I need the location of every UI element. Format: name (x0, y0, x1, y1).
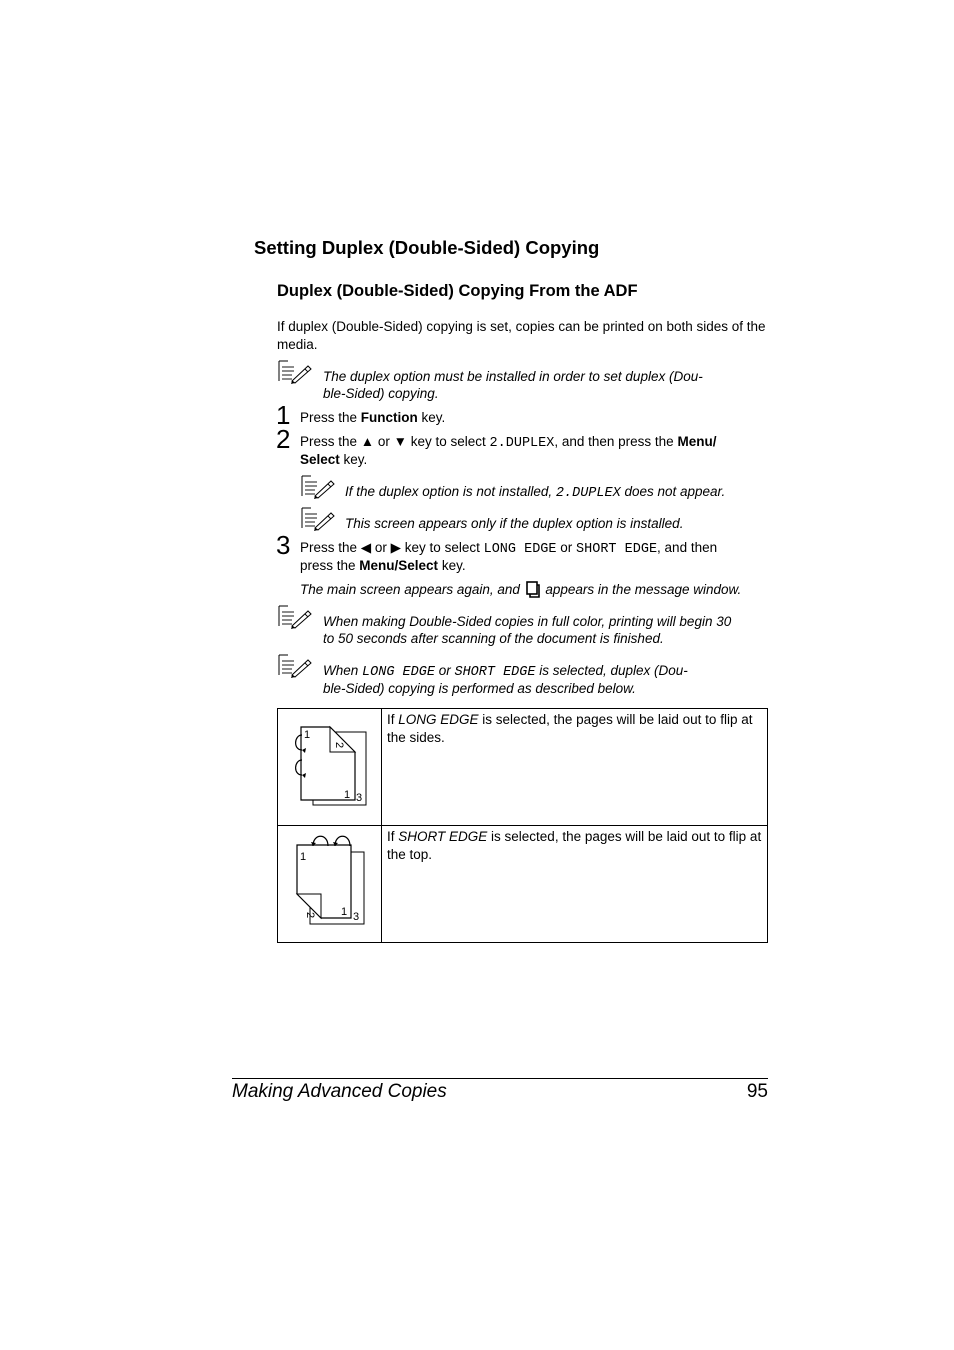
page-label: 1 (344, 789, 351, 801)
duplex-page-icon (526, 581, 540, 598)
long-edge-diagram (278, 709, 381, 820)
page-label: 3 (353, 911, 360, 923)
section-title: Setting Duplex (Double-Sided) Copying (254, 237, 600, 258)
long-edge-description: If LONG EDGE is selected, the pages will be laid out to flip at the sides. (382, 709, 768, 826)
long-edge-diagram-cell (278, 709, 382, 826)
note-edge-line1: When LONG EDGE or SHORT EDGE is selected, duplex (Dou- (323, 663, 688, 680)
note-pencil-icon (278, 654, 312, 678)
step-1-text: Press the Function key. (300, 410, 446, 425)
step-number: 2 (276, 424, 291, 454)
note-pencil-icon (278, 360, 312, 384)
page-label: 2 (304, 912, 316, 919)
step-3-line1: Press the ◀ or ▶ key to select LONG EDGE or SHORT EDGE, and then (300, 540, 718, 557)
step-number: 1 (276, 400, 291, 430)
duplex-menu-code: 2.DUPLEX (489, 436, 555, 451)
page-label: 1 (341, 906, 348, 918)
short-edge-diagram-cell (278, 826, 382, 943)
note-screen-appears: This screen appears only if the duplex option is installed. (345, 516, 684, 531)
page-number: 95 (746, 1081, 768, 1102)
footer-rule (232, 1078, 768, 1079)
short-edge-description: If SHORT EDGE is selected, the pages will be laid out to flip at the top. (382, 826, 768, 943)
table-row (278, 826, 768, 943)
duplex-options-table (277, 708, 768, 943)
step-2-line2: Select key. (300, 452, 368, 467)
page-label: 2 (333, 742, 345, 749)
subsection-title: Duplex (Double-Sided) Copying From the ADF (277, 282, 638, 300)
table-row (278, 709, 768, 826)
page-label: 3 (356, 792, 363, 804)
step-3-result: The main screen appears again, and appears in the message window. (300, 582, 742, 597)
note-color-line2: to 50 seconds after scanning of the document is finished. (323, 631, 664, 646)
note-not-installed: If the duplex option is not installed, 2.DUPLEX does not appear. (345, 484, 726, 501)
note-install-line2: ble-Sided) copying. (323, 386, 439, 401)
note-install-line1: The duplex option must be installed in order to set duplex (Dou- (323, 369, 703, 384)
footer-chapter-title: Making Advanced Copies (232, 1081, 447, 1102)
note-pencil-icon (301, 507, 335, 531)
function-key-label: Function (360, 410, 418, 425)
step-3-line2: press the Menu/Select key. (300, 558, 466, 573)
intro-paragraph: If duplex (Double-Sided) copying is set, copies can be printed on both sides of the media. (277, 319, 766, 352)
note-edge-line2: ble-Sided) copying is performed as described below. (323, 681, 636, 696)
note-color-line1: When making Double-Sided copies in full color, printing will begin 30 (323, 614, 732, 629)
note-pencil-icon (301, 475, 335, 499)
note-pencil-icon (278, 605, 312, 629)
short-edge-diagram (278, 826, 381, 937)
step-2-line1: Press the ▲ or ▼ key to select 2.DUPLEX, and then press the Menu/ (300, 434, 717, 451)
page-label: 1 (304, 729, 311, 741)
step-number: 3 (276, 530, 291, 560)
page-label: 1 (300, 851, 307, 863)
